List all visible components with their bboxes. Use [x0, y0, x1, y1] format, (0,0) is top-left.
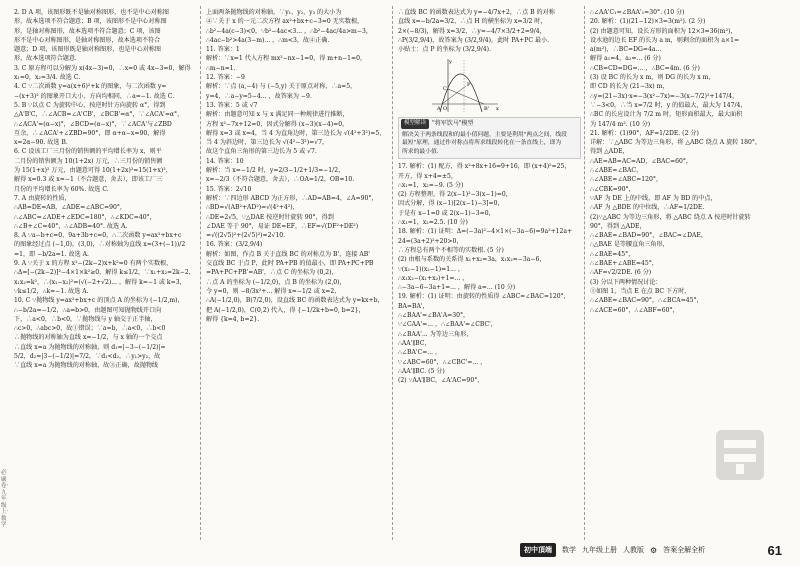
text-line: (2) ∵AA'∥BC，∠A'AC=90°， — [398, 377, 484, 385]
text-line: ∠DAE 等于 90°，易证 DE=EF，∴EF=√(DF²+DE²) — [206, 222, 359, 230]
watermark-logo-icon — [712, 424, 768, 486]
text-line: ∴x₁=1，x₂=−9. (5 分) — [398, 181, 464, 189]
text-line: 于是有 x−1=0 或 2(x−1)−3=0， — [398, 209, 495, 217]
text-line: 最短"原理，通过作对称点将所求线段转化在一条直线上，即为 — [402, 140, 562, 147]
text-line: 解得 {k=4, b=2}. — [206, 315, 260, 323]
text-line: 解决关于两条线段和的最小值问题，主要是利用"两点之间，线段 — [402, 131, 567, 138]
text-line: ∴∠ABE=∠ABC=120°， — [590, 176, 663, 184]
column-divider — [584, 6, 585, 540]
text-line: ∵直线 x=a 为抛物线的对称轴，故③正确，故抛物线 — [14, 362, 159, 370]
text-line: 下，∴a<0，∴b<0，∵抛物线与 y 轴交于正半轴， — [14, 315, 157, 323]
text-line: 形，是轴对称图形，故本选项不符合题意；C 项，该图 — [14, 27, 161, 35]
graph-label-p: P — [467, 82, 471, 89]
text-line: 3. C 原方程可以分解为 x(4x−3)=0，∴x=0 或 4x−3=0，解得 — [14, 64, 191, 72]
graph-label-c: C — [443, 86, 447, 93]
text-line: ∴∠BAA'=∠BA'A=30°， — [398, 312, 470, 320]
text-line: 因式分解，得 (x−1)[2(x−1)−3]=0， — [398, 200, 504, 208]
text-line: ∴AA'∥BC， — [398, 339, 431, 347]
column-divider — [200, 6, 201, 540]
text-line: ∵AF 为 DE 上的中线，即 AF 为 BD 的中点， — [590, 194, 717, 202]
q16-continued — [398, 8, 581, 54]
model-body — [399, 130, 580, 159]
text-line: ∴y=(21−3x)·x=−3(x²−7x)=−3(x−7/2)²+147/4， — [590, 92, 739, 100]
line-bc — [448, 89, 484, 104]
text-line: 所求的最小值. — [402, 148, 439, 155]
text-line: 小贴士：点 P 的坐标为 (3/2,9/4). — [398, 46, 491, 54]
text-line: 故这个直角三角形的第三边长为 5 或 √7. — [206, 148, 317, 156]
text-line: ∴b²−4a(c−3)<0，∵b²−4ac<3... ，∴b²−4ac/4a>m−3， — [206, 27, 372, 35]
text-line: ∴x₁=1，x₂=2.5. (10 分) — [398, 219, 468, 227]
text-line: 把 A(−1/2,0)，C(0,2) 代入，得 {−1/2k+b=0, b=2}， — [206, 306, 365, 314]
text-line: 19. 解析：(1) 证明：由旋转的性质得 ∠ABC=∠BAC=120°， — [398, 293, 570, 301]
text-line: ∵(x₁−1)(x₂−1)=1... ， — [398, 265, 464, 273]
footer-edition: 人教版 — [623, 547, 644, 554]
text-line: 令 y=0，则 −8/3x²+... 解得 x=−1/2 或 x=2， — [206, 287, 341, 295]
text-line: 2. D A 项，该图形既不是轴对称图形，也不是中心对称图 — [14, 9, 169, 16]
text-line: 7. A 由旋转的性质， — [14, 194, 71, 202]
text-line: ∴∠AA'C₁=∠BAA'₁=30°. (10 分) — [590, 9, 685, 16]
text-line: ∵k≤1/2，∴k=−1. 故选 A. — [14, 287, 89, 295]
text-line: ∴AF 为 △BDE 的中位线，∴AF=1/2DE. — [590, 204, 705, 212]
text-line: 即 CD 的长为 (21−3x) m， — [590, 83, 669, 91]
text-line: ∴4ac−b²>4a(3−m)... ，∴m<3，故④正确. — [206, 36, 330, 44]
text-line: ∴∠BA'C=... ， — [398, 349, 442, 357]
text-line: ∴∠B+∠C=40°，∴∠ADB=40°. 故选 A. — [14, 222, 128, 230]
graph-label-o: O — [443, 106, 448, 113]
text-line: 解析：当 x=−1/2 时，y=2/3−1/2+1/3=−1/2， — [206, 167, 345, 175]
text-line: 得到 △ADE， — [590, 148, 629, 156]
text-line: ∴A(−1/2,0)，B(7/2,0)，设直线 BC 的函数表达式为 y=kx+b， — [206, 297, 384, 305]
text-line: 二月份的销售额为 10(1+2x) 万元，∴三月份的销售额 — [14, 157, 163, 165]
text-line: (2)∵△ABC 为等边三角形，将 △ABC 绕点 A 按逆时针旋转 — [590, 213, 751, 221]
text-line: ∵∠CAA'=... ，∴∠BAA'=∠CBC'， — [398, 321, 497, 329]
text-line: 形，故本选项不符合题意；B 项，该图形不是中心对称图 — [14, 18, 167, 26]
text-line: ∴AE=AB=AC=AD，∠BAC=60°， — [590, 157, 693, 165]
text-line: (3) 设 BC 的长为 x m，则 DG 的长为 x m， — [590, 74, 715, 82]
gear-icon: ⚙ — [650, 545, 658, 555]
text-line: 11. 答案：1 — [206, 46, 240, 54]
text-line: 方程 x²−7x+12=0，因式分解得 (x−3)(x−4)=0， — [206, 120, 349, 128]
text-line: ∴−b/2a=−1/2，∴a=b>0，由题图可知抛物线开口向 — [14, 306, 162, 314]
text-line: ∴△BAE 是等腰直角三角形， — [590, 241, 669, 249]
text-line: ∴∠ABE=∠BAC， — [590, 167, 643, 175]
text-line: ∴点 A 的坐标为 (−1/2,0)，点 B 的坐标为 (2,0)， — [206, 278, 346, 286]
text-line: ∴x₁x₂−(x₁+x₂)+1=... ， — [398, 274, 469, 282]
text-line: 交直线 BC 于点 P，此时 PA+PB 的值最小，即 PA+PC+PB — [206, 260, 374, 268]
text-line: =1，即 −b/2a=1. 故选 A. — [14, 250, 89, 258]
text-line: ④∵关于 x 的一元二次方程 ax²+bx+c−3=0 无实数根， — [206, 18, 364, 26]
text-line: (2) 由题意可知，设长方形的面积为 12×3=36(m²)， — [590, 27, 737, 35]
text-line: ∴直线 x=a 为抛物线的对称轴，则 d₁=|−3−(−1/2)|= — [14, 343, 166, 351]
text-line: ∴∠ACE=60°，∴∠ABF=60°， — [590, 306, 679, 314]
brand-logo: 初中頂端 — [520, 543, 556, 557]
text-line: 4. C ∵二次函数 y=a(x+6)²+k 的图象，与二次函数 y= — [14, 83, 167, 91]
text-line: 15. 答案：2√10 — [206, 185, 252, 193]
text-line: =√((2√5)²+(2√5)²)=2√10. — [206, 232, 286, 240]
text-line: ∴AA'∥BC. (5 分) — [398, 367, 445, 375]
footer-grade: 九年级上册 — [582, 547, 617, 554]
graph-label-b: B' — [484, 106, 490, 113]
side-margin-text: 必刷卷·九年级上·数学 — [1, 470, 9, 528]
text-line: ∴∠ABC=∠ADE+∠EDC=180°，∴∠KDC=40°， — [14, 213, 156, 221]
text-line: 5. B ∵以点 C 为旋转中心，按逆时针方向旋转 α°，得到 — [14, 101, 166, 109]
text-line: 解得 x=3 或 x=4，当 4 为直角边时，第三边长为 √(4²+3²)=5， — [206, 129, 386, 137]
column-1 — [14, 8, 197, 548]
text-line: x₁x₂=k²，∴(x₁−x₂)²=(√(−2+√2)... ，解得 k=−1 或 k=3， — [14, 278, 186, 286]
text-line: 解得 x=0.3 或 x=−1（不合题意，舍去），即该工厂三 — [14, 176, 163, 184]
text-line: 5/2，d₂=|3−(−1/2)|=7/2，∵d₁<d₂，∴y₁>y₂，故 — [14, 352, 161, 360]
model-tag: 模型解读 — [401, 119, 429, 128]
text-line: 开方，得 x+4=±5， — [398, 172, 457, 180]
text-line: ∴c>0，∴abc>0，故①错误；∵a=b，∴a<0，∴b<0 — [14, 325, 166, 333]
text-line: x=−2/3（不符合题意，舍去），∴OA=1/2，OB=10. — [206, 176, 355, 184]
text-line: ∴DE=2√5，∵△DAE 按逆时针旋转 90°，得到 — [206, 213, 334, 221]
text-line: 21. 解析：(1)90°，AF=1/2DE. (2 分) — [590, 129, 699, 137]
text-line: BA=BA'， — [398, 302, 429, 310]
text-line: 题意；D 项，该图形既是轴对称图形，也是中心对称图 — [14, 46, 161, 54]
text-line: 解析：∵点 (a,−4) 与 (−5,y) 关于原点对称，∴a=5， — [206, 83, 357, 91]
column-divider — [392, 6, 393, 540]
text-line: ∴方程总有两个不相等的实数根. (5 分) — [398, 246, 504, 254]
text-line: 形，故本选项符合题意. — [14, 55, 77, 63]
text-line: =PA+PC+PB'=AB'，∴点 C 的坐标为 (0,2)， — [206, 269, 338, 277]
text-line: 17. 解析：(1) 配方，得 x²+8x+16=9+16，即 (x+4)²=25， — [398, 163, 571, 171]
text-line: 月份的平均增长率为 60%. 故选 C. — [14, 185, 109, 193]
text-line: 8. A ∵a−b+c=0，9a+3b+c=0，∴二次函数 y=ax²+bx+c — [14, 232, 182, 240]
text-line: ∴∠ACA'=(α−x)°，∠BCD=(α−x)°，∵∠ACA'与∠ZBD — [14, 120, 172, 128]
page-number: 61 — [767, 542, 782, 558]
text-line: 为 147/4 m². (10 分) — [590, 120, 651, 128]
text-line: ∴直线 BC 的函数表达式为 y=−4/7x+2，∴点 B 的对称 — [398, 9, 555, 16]
text-line: 的图象经过点 (−1,0)，(3,0)，∴对称轴为直线 x=(3+(−1))/2 — [14, 241, 186, 249]
graph-label-y: y — [449, 59, 452, 66]
text-line: ∴∠BAE=45°， — [590, 250, 635, 258]
text-line: y=4，∴a−y=5−4... ，故答案为 −9. — [206, 92, 312, 100]
page-footer — [520, 542, 782, 558]
text-line: 6. C 设该工厂三月份的销售额的平均增长率为 x，则平 — [14, 148, 162, 156]
footer-tag: 答案全解全析 — [663, 547, 706, 554]
text-line: 详解：∵△ABC 为等边三角形，将 △ABC 绕点 A 旋转 180°， — [590, 139, 761, 147]
text-line: ∵∠ABC=60°，∴∠CBC'=... ， — [398, 358, 487, 366]
column-3 — [398, 8, 581, 548]
text-line: ∴Δ=[−(2k−2)]²−4×1×k²≥0，解得 k≤1/2，∵x₁+x₂=2k−2， — [14, 269, 195, 277]
text-line: ∴AF=√2/2DE. (6 分) — [590, 269, 652, 277]
text-line: 13. 答案：5 或 √7 — [206, 101, 258, 109]
text-line: △A'B'C，∴∠ACB=∠A'CB'，∠BCB'=α°，∵∠ACA'=α°， — [14, 111, 184, 119]
text-line: ∴抛物线的对称轴为直线 x=−1/2，与 x 轴的一个交点 — [14, 334, 163, 342]
text-line: 形不是中心对称图形，是轴对称图形，故本选项不符合 — [14, 36, 161, 44]
text-line: 12. 答案：−9 — [206, 74, 245, 82]
text-line: 16. 答案：(3/2,9/4) — [206, 241, 263, 249]
text-line: x=2α−90. 故选 B. — [14, 139, 68, 147]
text-line: 上面两条抛物线的对称轴，∵y₁，y₂，y₃ 的大小为 — [206, 9, 342, 16]
text-line: 解析：∵四边形 ABCD 为正方形，∴AD=AB=4，∠A=90°， — [206, 194, 378, 202]
text-line: 当 4 为斜边时，第三边长为 √(4²−3²)=√7， — [206, 139, 329, 147]
text-line: (2) 由根与系数的关系得 x₁+x₂=3a，x₁x₂=−3a−6， — [398, 256, 546, 264]
text-line: 2×(−8/3)，解得 x=3/2，∴y=−4/7×3/2+2=9/4， — [398, 27, 546, 35]
footer-subject: 数学 — [562, 547, 576, 554]
text-line: 解得 a₁=4，a₂=... (6 分) — [590, 55, 661, 63]
text-line: (2) 方程整理，得 2(x−1)²−3(x−1)=0， — [398, 191, 512, 199]
graph-label-a: A — [437, 106, 441, 113]
text-line: ∴P(3/2,9/4)，故答案为 (3/2,9/4)，此时 PA+PC 最小. — [398, 36, 550, 44]
text-line: ∵−3<0，∴当 x=7/2 时，y 的值最大，最大为 147/4， — [590, 101, 747, 109]
text-line: 为 15(1+x)² 万元，由题意可得 10(1+2x)²=15(1+x)²， — [14, 167, 172, 175]
model-title: "将军饮马"模型 — [432, 120, 474, 128]
text-line: 14. 答案：10 — [206, 157, 244, 165]
text-line: 24=(3a+2)²+20>0， — [398, 237, 463, 245]
text-line: 20. 解析：(1)(21−12)×3=3(m²). (2 分) — [590, 18, 706, 26]
column-2 — [206, 8, 389, 548]
text-line: x₁=0，x₂=3/4. 故选 C. — [14, 74, 81, 82]
text-line: ∴−3a−6−3a+1=... ，解得 a=... (10 分) — [398, 284, 516, 292]
text-line: ∴∠ABE=∠BAC=90°，∴∠BCA=45°， — [590, 297, 703, 305]
q17-19 — [398, 162, 581, 385]
text-line: ∴∠BAA'... 为等边三角形， — [398, 330, 473, 338]
text-line: ∴BC 的长应设计为 7/2 m 时，矩形面积最大，最大面积 — [590, 111, 743, 119]
text-line: ∴BD=√(AB²+AD²)=√(4²+4²)， — [206, 204, 299, 212]
text-line: 解析：如图，作点 B 关于直线 BC 的对称点为 B'，连接 AB' — [206, 250, 370, 258]
graph-label-x: x — [496, 106, 499, 113]
text-line: ∴∠BAE=∠BAD=90°，∠BAC=∠DAE， — [590, 232, 707, 240]
text-line: a(m²)，∴BC=DG=4a... — [590, 46, 662, 54]
text-line: ∴AB=DE=AB，∠ADE=∠ABC=90°， — [14, 204, 126, 212]
text-line: ∴∠BAE+∠ABE=45°， — [590, 260, 658, 268]
text-line: 18. 解析：(1) 证明：Δ=(−3a)²−4×1×(−3a−6)=9a²+12a+ — [398, 228, 573, 236]
text-line: ∴CB=CD=DG=... ，∴BC=4m. (6 分) — [590, 64, 700, 72]
text-line: 90°，得到 △ADE， — [590, 222, 646, 230]
text-line: 10. C ∵抛物线 y=ax²+bx+c 的顶点 A 的坐标为 (−1/2,m)， — [14, 297, 184, 305]
text-line: ∴∠CBK=90°， — [590, 185, 635, 193]
parabola-graph — [426, 56, 502, 114]
text-line: −(x+3)² 的图象开口大小、方向均相同，∴a=−1. 故选 C. — [14, 92, 175, 100]
text-line: 直线 x=−b/2a=3/2，∴点 H 的横坐标为 x=3/2 时， — [398, 18, 547, 26]
text-line: ①如图 1，当点 E 在点 BC 下方时， — [590, 287, 691, 295]
text-line: 解析：∵x=1 代入方程 mx²−nx−1=0，得 m+n−1=0， — [206, 55, 367, 63]
text-line: 9. A ∵关于 x 的方程 x²−(2k−2)x+k²=0 有两个实数根， — [14, 260, 173, 268]
text-line: 设水池的边长 EF 的长为 a m，则剩余的面积为 a×1= — [590, 36, 740, 44]
text-line: ∴m−n=1. — [206, 64, 236, 72]
text-line: 互余，∴∠ACA'+∠ZBD=90°，即 α+α−x=90，解得 — [14, 129, 166, 137]
text-line: 解析：由题意可知 x 与 x 满足同一种规律进行推断， — [206, 111, 349, 119]
model-explanation-box — [398, 117, 581, 159]
text-line: (3) 分以下两种情况讨论： — [590, 278, 662, 286]
